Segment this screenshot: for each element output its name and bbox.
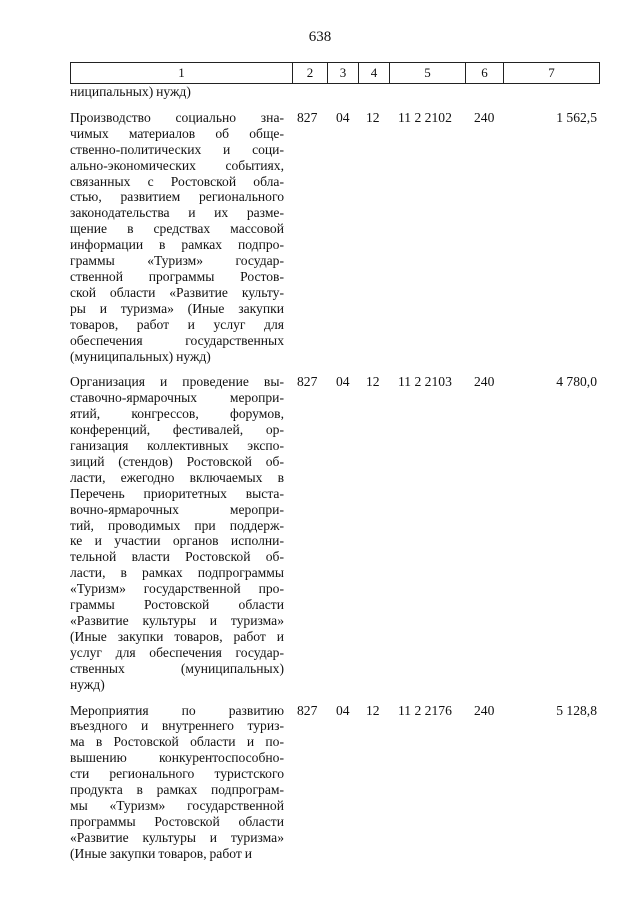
column-header-4: 4 <box>359 63 390 84</box>
text-line: стью, развитием регионального <box>70 189 284 205</box>
text-line: информации в рамках подпро- <box>70 237 284 253</box>
text-line: обеспечения государственных <box>70 332 284 348</box>
text-line: «Развитие культуры и туризма» <box>70 829 284 845</box>
text-line: услуг для обеспечения государ- <box>70 644 284 660</box>
cell-section-code: 04 <box>336 374 350 390</box>
text-line: продукта в рамках подпрограм- <box>70 782 284 798</box>
text-line: ятий, конгрессов, форумов, <box>70 406 284 422</box>
text-line: мы «Туризм» государственной <box>70 797 284 813</box>
cell-amount: 4 780,0 <box>556 374 597 390</box>
column-header-6: 6 <box>466 63 504 84</box>
column-header-table <box>70 62 600 84</box>
column-header-5: 5 <box>390 63 466 84</box>
text-line: «Развитие культуры и туризма» <box>70 613 284 628</box>
text-line: ниципальных) нужд) <box>70 84 191 99</box>
cell-subsection-code: 12 <box>366 374 380 390</box>
text-line: въездного и внутреннего туриз- <box>70 718 284 734</box>
cell-ministry-code: 827 <box>297 109 318 125</box>
column-header-7: 7 <box>504 63 600 84</box>
continuation-row <box>70 84 599 100</box>
cell-expense-type: 240 <box>474 374 495 390</box>
cell-expense-type: 240 <box>474 702 495 718</box>
text-line: ственно-политических и соци- <box>70 141 284 157</box>
text-line: зиций (стендов) Ростовской об- <box>70 453 284 469</box>
table-row <box>70 374 599 692</box>
cell-ministry-code: 827 <box>297 702 318 718</box>
column-header-3: 3 <box>328 63 359 84</box>
text-line: ственной программы Ростов- <box>70 268 284 284</box>
column-header-1: 1 <box>71 63 293 84</box>
text-line: вочно-ярмарочных меропри- <box>70 501 284 517</box>
text-line: граммы Ростовской области <box>70 597 284 613</box>
column-header-2: 2 <box>293 63 328 84</box>
text-line: ма в Ростовской области и по- <box>70 734 284 750</box>
text-line: конференций, фестивалей, ор- <box>70 422 284 438</box>
cell-ministry-code: 827 <box>297 374 318 390</box>
text-line: программы Ростовской области <box>70 813 284 829</box>
text-line: ской области «Развитие культу- <box>70 284 284 300</box>
text-line: (муниципальных) нужд) <box>70 348 211 364</box>
page-number: 638 <box>308 29 332 45</box>
cell-target-article: 11 2 2102 <box>398 109 452 125</box>
text-line: граммы «Туризм» государ- <box>70 253 284 269</box>
text-line: ально-экономических событиях, <box>70 157 284 173</box>
text-line: щение в средствах массовой <box>70 221 284 237</box>
text-line: Мероприятия по развитию <box>70 702 284 718</box>
table-row <box>70 110 599 365</box>
table-row <box>70 703 599 862</box>
cell-target-article: 11 2 2176 <box>398 702 452 718</box>
text-line: тий, проводимых при поддерж- <box>70 517 284 533</box>
text-line: ры и туризма» (Иные закупки <box>70 300 284 316</box>
cell-expense-type: 240 <box>474 109 495 125</box>
row-description <box>70 703 284 862</box>
text-line: (Иные закупки товаров, работ и <box>70 628 284 644</box>
text-line: законодательства и их разме- <box>70 205 284 221</box>
row-description <box>70 374 284 692</box>
cell-section-code: 04 <box>336 702 350 718</box>
text-line: Производство социально зна- <box>70 109 284 125</box>
text-line: Организация и проведение вы- <box>70 374 284 390</box>
table-body <box>70 84 599 862</box>
cell-amount: 5 128,8 <box>556 702 597 718</box>
text-line: ганизация коллективных экспо- <box>70 438 284 454</box>
cell-subsection-code: 12 <box>366 702 380 718</box>
cell-amount: 1 562,5 <box>556 109 597 125</box>
text-line: Перечень приоритетных выста- <box>70 485 284 501</box>
text-line: (Иные закупки товаров, работ и <box>70 845 252 861</box>
text-line: нужд) <box>70 676 105 692</box>
text-line: связанных с Ростовской обла- <box>70 173 284 189</box>
continuation-text <box>70 84 284 100</box>
cell-section-code: 04 <box>336 109 350 125</box>
text-line: чимых материалов об обще- <box>70 125 284 141</box>
text-line: товаров, работ и услуг для <box>70 316 284 332</box>
cell-target-article: 11 2 2103 <box>398 374 452 390</box>
row-description <box>70 110 284 365</box>
text-line: вышению конкурентоспособно- <box>70 750 284 766</box>
text-line: ке и участии органов исполни- <box>70 533 284 549</box>
text-line: ласти, ежегодно включаемых в <box>70 469 284 485</box>
text-line: «Туризм» государственной про- <box>70 581 284 597</box>
text-line: сти регионального туристского <box>70 766 284 782</box>
text-line: ласти, в рамках подпрограммы <box>70 565 284 581</box>
text-line: ственных (муниципальных) <box>70 660 284 676</box>
text-line: ставочно-ярмарочных меропри- <box>70 390 284 406</box>
cell-subsection-code: 12 <box>366 109 380 125</box>
column-header-row <box>71 63 600 84</box>
text-line: тельной власти Ростовской об- <box>70 549 284 565</box>
